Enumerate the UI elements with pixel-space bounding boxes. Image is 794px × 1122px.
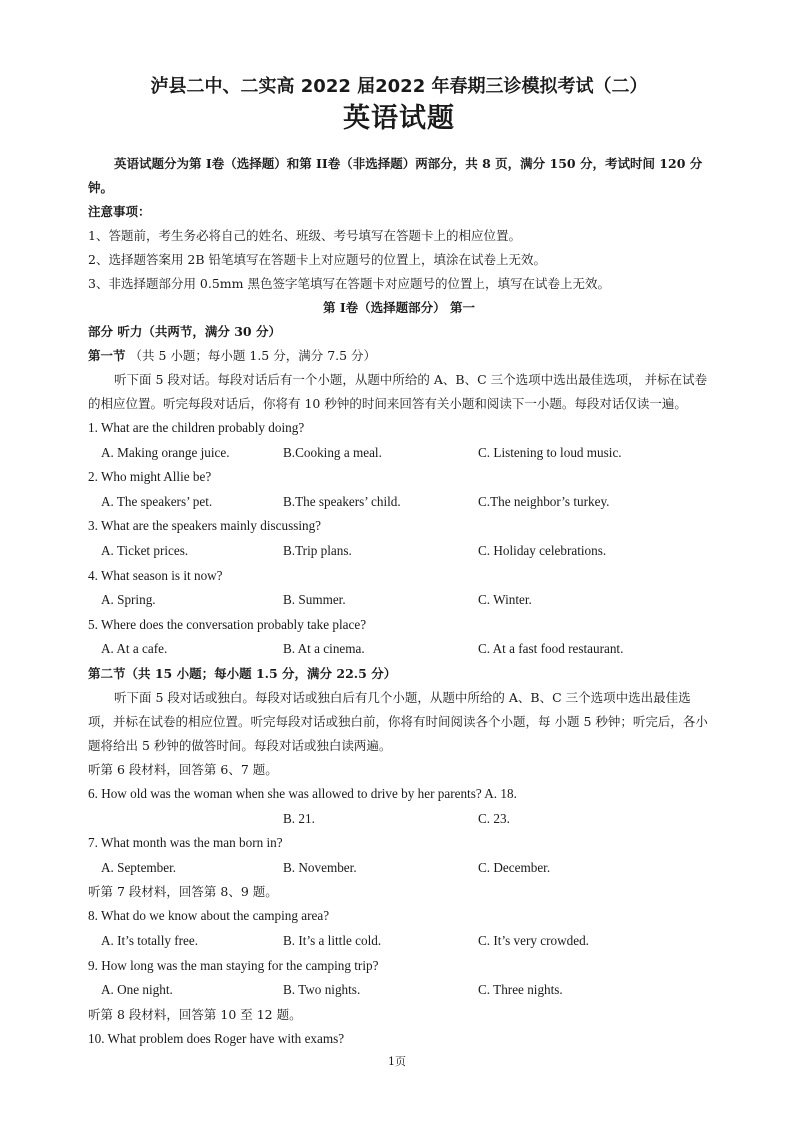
section1-info: （共 5 小题；每小题 1.5 分，满分 7.5 分） bbox=[129, 348, 377, 363]
option-c: C. 23. bbox=[478, 810, 510, 826]
option-a: A. Spring. bbox=[101, 592, 156, 608]
option-c: C. Winter. bbox=[478, 592, 532, 608]
question-3: 3. What are the speakers mainly discussing? bbox=[88, 518, 322, 534]
option-b: B.Cooking a meal. bbox=[283, 444, 382, 460]
notes-heading: 注意事项： bbox=[88, 204, 151, 219]
question-4: 4. What season is it now? bbox=[88, 567, 223, 583]
question-10: 10. What problem does Roger have with exams? bbox=[88, 1030, 345, 1046]
question-1: 1. What are the children probably doing? bbox=[88, 420, 305, 435]
option-b: B.The speakers’ child. bbox=[283, 493, 401, 509]
option-b: B. Summer. bbox=[283, 592, 346, 608]
section1-heading bbox=[88, 344, 710, 368]
volume-heading: 第 I卷（选择题部分） 第一 bbox=[322, 300, 476, 315]
note-2: 2、选择题答案用 2B 铅笔填写在答题卡上对应题号的位置上，填涂在试卷上无效。 bbox=[88, 252, 547, 267]
option-c: C. Listening to loud music. bbox=[478, 444, 622, 460]
option-b: B. 21. bbox=[283, 810, 315, 826]
intro-text: 英语试题分为第 I卷（选择题）和第 II卷（非选择题）两部分，共 8 页，满分 150 分，考试时间 120 分钟。 bbox=[88, 156, 703, 195]
option-b: B. November. bbox=[283, 859, 357, 875]
question-5: 5. Where does the conversation probably take place? bbox=[88, 616, 367, 632]
option-a: A. One night. bbox=[101, 982, 173, 998]
question-8: 8. What do we know about the camping area? bbox=[88, 908, 330, 924]
option-b: B.Trip plans. bbox=[283, 542, 352, 558]
question-7-options bbox=[88, 856, 710, 881]
listen-material-6: 听第 6 段材料，回答第 6、7 题。 bbox=[88, 761, 278, 777]
section1-label: 第一节 bbox=[88, 348, 126, 363]
option-c: C. At a fast food restaurant. bbox=[478, 641, 624, 657]
note-1: 1、答题前，考生务必将自己的姓名、班级、考号填写在答题卡上的相应位置。 bbox=[88, 228, 521, 243]
question-5-options bbox=[88, 637, 710, 662]
option-a: A. Making orange juice. bbox=[101, 444, 230, 460]
question-3-options bbox=[88, 539, 710, 564]
option-a: A. Ticket prices. bbox=[101, 542, 189, 558]
exam-page bbox=[88, 74, 710, 1051]
option-b: B. Two nights. bbox=[283, 982, 361, 998]
note-3: 3、非选择题部分用 0.5mm 黑色签字笔填写在答题卡对应题号的位置上，填写在试卷上无效。 bbox=[88, 276, 610, 291]
question-6: 6. How old was the woman when she was allowed to drive by her parents? A. 18. bbox=[88, 785, 517, 801]
page-number: 1页 bbox=[388, 1055, 406, 1068]
option-b: B. At a cinema. bbox=[283, 641, 365, 657]
question-7: 7. What month was the man born in? bbox=[88, 835, 283, 851]
question-9: 9. How long was the man staying for the camping trip? bbox=[88, 957, 379, 973]
option-b: B. It’s a little cold. bbox=[283, 932, 382, 948]
option-a: A. The speakers’ pet. bbox=[101, 493, 213, 509]
question-1-options bbox=[88, 441, 710, 466]
section1-instruction: 听下面 5 段对话。每段对话后有一个小题，从题中所给的 A、B、C 三个选项中选出最佳选项， 并标在试卷的相应位置。听完每段对话后，你将有 10 秒钟的时间来回答有关小题和阅读下一小题。每段对话仅读一遍。 bbox=[88, 372, 708, 411]
option-a: A. It’s totally free. bbox=[101, 932, 199, 948]
option-c: C. It’s very crowded. bbox=[478, 932, 589, 948]
option-a-empty bbox=[88, 807, 283, 832]
question-2-options bbox=[88, 490, 710, 515]
question-8-options bbox=[88, 929, 710, 954]
option-c: C.The neighbor’s turkey. bbox=[478, 493, 610, 509]
option-a: A. At a cafe. bbox=[101, 641, 168, 657]
option-a: A. September. bbox=[101, 859, 177, 875]
question-6-options bbox=[88, 807, 710, 832]
section2-heading: 第二节（共 15 小题；每小题 1.5 分，满分 22.5 分） bbox=[88, 665, 397, 681]
listen-material-8: 听第 8 段材料，回答第 10 至 12 题。 bbox=[88, 1006, 302, 1022]
question-2: 2. Who might Allie be? bbox=[88, 469, 212, 485]
section2-instruction: 听下面 5 段对话或独白。每段对话或独白后有几个小题，从题中所给的 A、B、C 三个选项中选出最佳选项，并标在试卷的相应位置。听完每段对话或独白前，你将有时间阅读各个小题，每 小题 5 秒钟；听完后，各小题将给出 5 秒钟的做答时间。每段对话或独白读两遍。 bbox=[88, 689, 708, 753]
subject-title: 英语试题 bbox=[343, 103, 455, 134]
question-4-options bbox=[88, 588, 710, 613]
option-c: C. Three nights. bbox=[478, 982, 563, 998]
exam-title: 泸县二中、二实高 2022 届2022 年春期三诊模拟考试（二） bbox=[150, 76, 648, 97]
option-c: C. December. bbox=[478, 859, 551, 875]
question-9-options bbox=[88, 978, 710, 1003]
option-c: C. Holiday celebrations. bbox=[478, 542, 607, 558]
listen-material-7: 听第 7 段材料，回答第 8、9 题。 bbox=[88, 884, 278, 900]
part-heading: 部分 听力（共两节，满分 30 分） bbox=[88, 324, 281, 339]
